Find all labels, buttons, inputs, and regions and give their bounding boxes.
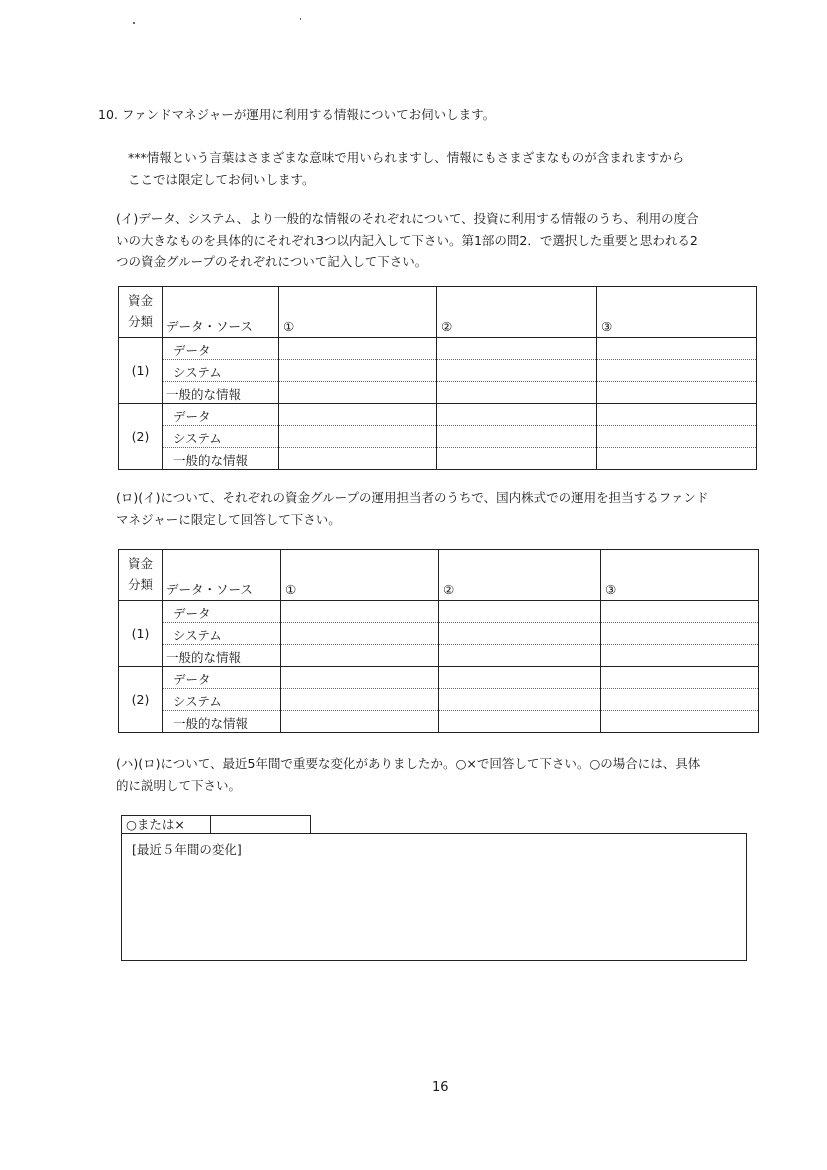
- answer-cell[interactable]: [279, 404, 437, 426]
- answer-cell[interactable]: [437, 338, 597, 360]
- answer-cell[interactable]: [437, 448, 597, 470]
- question-title: 10. ファンドマネジャーが運用に利用する情報についてお伺いします。: [98, 107, 496, 122]
- scan-speck: [300, 18, 301, 20]
- category-header: 資金 分類: [119, 287, 163, 338]
- answer-cell[interactable]: [439, 711, 601, 733]
- answer-cell[interactable]: [439, 623, 601, 645]
- table-row: [119, 448, 757, 470]
- instruction-line: 的に説明して下さい。: [116, 777, 242, 793]
- answer-cell[interactable]: [601, 689, 759, 711]
- answer-cell[interactable]: [437, 426, 597, 448]
- answer-cell[interactable]: [601, 623, 759, 645]
- answer-cell[interactable]: [279, 426, 437, 448]
- table-row: [119, 645, 759, 667]
- row-label-system: システム: [163, 360, 279, 382]
- answer-cell[interactable]: [279, 338, 437, 360]
- row-label-general-info: 一般的な情報: [163, 711, 281, 733]
- answer-cell[interactable]: [279, 360, 437, 382]
- instruction-line: いの大きなものを具体的にそれぞれ3つ以内記入して下さい。第1部の問2．で選択した重要と思われる2: [116, 232, 698, 248]
- yes-no-field[interactable]: [121, 815, 311, 834]
- answer-cell[interactable]: [281, 711, 439, 733]
- answer-cell[interactable]: [601, 645, 759, 667]
- answer-cell[interactable]: [597, 360, 757, 382]
- row-label-general-info: 一般的な情報: [163, 645, 281, 667]
- instruction-line: マネジャーに限定して回答して下さい。: [116, 511, 341, 527]
- part-i-instructions: [116, 208, 699, 273]
- answer-cell[interactable]: [601, 601, 759, 623]
- answer-cell[interactable]: [437, 360, 597, 382]
- answer-cell[interactable]: [439, 645, 601, 667]
- instruction-line: (イ)データ、システム、より一般的な情報のそれぞれについて、投資に利用する情報のうち、利用の度合: [116, 211, 699, 226]
- data-source-header: データ・ソース: [163, 550, 281, 601]
- table-header-row: [119, 287, 757, 338]
- data-source-table-2: [118, 549, 759, 733]
- instruction-line: (ハ)(ロ)について、最近5年間で重要な変化がありましたか。○×で回答して下さい。○の場合には、具体: [116, 756, 701, 771]
- group-label: (1): [119, 601, 163, 667]
- page-number: 16: [432, 1080, 449, 1095]
- answer-cell[interactable]: [437, 382, 597, 404]
- column-header-3: ③: [601, 550, 759, 601]
- answer-cell[interactable]: [279, 382, 437, 404]
- row-label-system: システム: [163, 689, 281, 711]
- change-description-box[interactable]: [121, 833, 747, 961]
- yes-no-label: ○または×: [126, 817, 185, 832]
- scan-speck: [133, 22, 135, 24]
- table-row: [119, 338, 757, 360]
- answer-cell[interactable]: [281, 623, 439, 645]
- answer-cell[interactable]: [279, 448, 437, 470]
- column-header-2: ②: [437, 287, 597, 338]
- table-row: [119, 426, 757, 448]
- data-source-header: データ・ソース: [163, 287, 279, 338]
- table-row: [119, 360, 757, 382]
- answer-cell[interactable]: [281, 601, 439, 623]
- answer-cell[interactable]: [281, 667, 439, 689]
- column-header-2: ②: [439, 550, 601, 601]
- answer-cell[interactable]: [601, 711, 759, 733]
- column-header-3: ③: [597, 287, 757, 338]
- table-header-row: [119, 550, 759, 601]
- instruction-line: (ロ)(イ)について、それぞれの資金グループの運用担当者のうちで、国内株式での運用を担当するファンド: [116, 490, 709, 505]
- table-row: [119, 667, 759, 689]
- answer-cell[interactable]: [439, 689, 601, 711]
- answer-cell[interactable]: [281, 645, 439, 667]
- column-header-1: ①: [279, 287, 437, 338]
- table-row: [119, 711, 759, 733]
- answer-cell[interactable]: [597, 382, 757, 404]
- row-label-general-info: 一般的な情報: [163, 382, 279, 404]
- answer-cell[interactable]: [601, 667, 759, 689]
- category-header: 資金 分類: [119, 550, 163, 601]
- table-row: [119, 382, 757, 404]
- instruction-line: つの資金グループのそれぞれについて記入して下さい。: [116, 254, 428, 269]
- answer-cell[interactable]: [439, 601, 601, 623]
- group-label: (2): [119, 404, 163, 470]
- row-label-data: データ: [163, 667, 281, 689]
- part-ro-instructions: [116, 487, 708, 530]
- column-header-1: ①: [281, 550, 439, 601]
- row-label-data: データ: [163, 404, 279, 426]
- tab-divider: [210, 816, 211, 834]
- table-row: [119, 601, 759, 623]
- answer-cell[interactable]: [597, 404, 757, 426]
- row-label-general-info: 一般的な情報: [163, 448, 279, 470]
- note-line: ここでは限定してお伺いします。: [128, 171, 315, 187]
- answer-cell[interactable]: [597, 426, 757, 448]
- table-row: [119, 623, 759, 645]
- change-label: [最近５年間の変化]: [132, 842, 242, 857]
- part-ha-instructions: [116, 753, 700, 796]
- table-row: [119, 404, 757, 426]
- row-label-data: データ: [163, 601, 281, 623]
- table-row: [119, 689, 759, 711]
- note-line: ***情報という言葉はさまざまな意味で用いられますし、情報にもさまざまなものが含まれますから: [128, 150, 685, 165]
- row-label-system: システム: [163, 623, 281, 645]
- group-label: (1): [119, 338, 163, 404]
- answer-cell[interactable]: [281, 689, 439, 711]
- row-label-data: データ: [163, 338, 279, 360]
- row-label-system: システム: [163, 426, 279, 448]
- data-source-table-1: [118, 286, 757, 470]
- question-note: [128, 147, 684, 190]
- answer-cell[interactable]: [437, 404, 597, 426]
- answer-cell[interactable]: [439, 667, 601, 689]
- answer-cell[interactable]: [597, 338, 757, 360]
- group-label: (2): [119, 667, 163, 733]
- answer-cell[interactable]: [597, 448, 757, 470]
